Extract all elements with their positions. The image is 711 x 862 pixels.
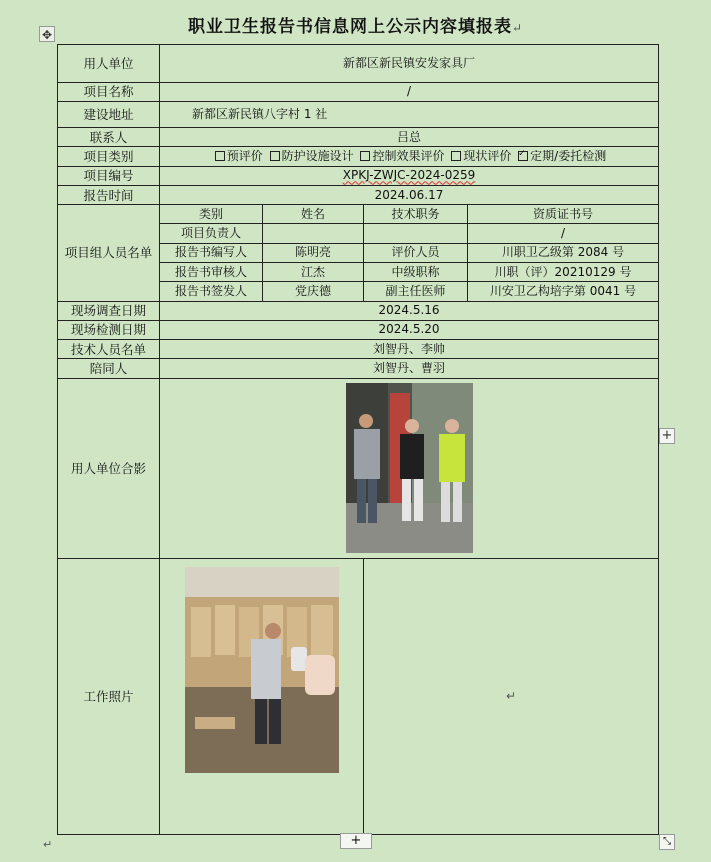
team-cell-role: 报告书签发人 <box>160 282 263 301</box>
row-survey-date <box>58 301 659 320</box>
value-escort[interactable]: 刘智丹、曹羽 <box>160 359 659 378</box>
label-technicians: 技术人员名单 <box>58 340 160 359</box>
page-title <box>0 12 711 37</box>
team-cell-name[interactable]: 江杰 <box>263 263 364 282</box>
value-address[interactable]: 新都区新民镇八字村 1 社 <box>160 101 659 127</box>
row-technicians <box>58 340 659 359</box>
table-resize-icon[interactable]: ⤡ <box>659 834 675 850</box>
team-cell-role: 项目负责人 <box>160 224 263 243</box>
value-project-name[interactable]: / <box>160 82 659 101</box>
label-address: 建设地址 <box>58 101 160 127</box>
team-cell-cert[interactable]: / <box>468 224 659 243</box>
label-test-date: 现场检测日期 <box>58 320 160 339</box>
row-escort <box>58 359 659 378</box>
group-photo[interactable] <box>346 383 473 553</box>
label-escort: 陪同人 <box>58 359 160 378</box>
option-protection-design: 防护设施设计 <box>281 149 354 164</box>
work-photo-image <box>185 567 339 773</box>
team-header-category: 类别 <box>160 205 263 224</box>
value-contact[interactable]: 吕总 <box>160 128 659 147</box>
row-project-no <box>58 166 659 185</box>
value-technicians[interactable]: 刘智丹、李帅 <box>160 340 659 359</box>
value-category <box>160 147 659 166</box>
disclosure-table <box>57 44 659 835</box>
work-photo-cell <box>160 559 364 835</box>
team-cell-title[interactable]: 中级职称 <box>364 263 468 282</box>
team-cell-title[interactable]: 副主任医师 <box>364 282 468 301</box>
group-photo-image <box>346 383 473 553</box>
add-column-button[interactable]: + <box>659 428 675 444</box>
add-row-button[interactable]: + <box>340 833 372 849</box>
paragraph-mark: ↵ <box>511 21 524 35</box>
table-move-icon[interactable]: ✥ <box>39 26 55 42</box>
team-cell-cert[interactable]: 川职（评）20210129 号 <box>468 263 659 282</box>
team-cell-cert[interactable]: 川安卫乙构培字第 0041 号 <box>468 282 659 301</box>
option-status-eval: 现状评价 <box>463 149 512 164</box>
label-group-photo: 用人单位合影 <box>58 378 160 559</box>
option-periodic-test: 定期/委托检测 <box>530 149 607 164</box>
header-remnant <box>0 0 711 6</box>
title-text: 职业卫生报告书信息网上公示内容填报表 <box>187 17 512 37</box>
row-group-photo <box>58 378 659 559</box>
team-cell-name[interactable] <box>263 224 364 243</box>
group-photo-cell <box>160 378 659 559</box>
row-work-photos <box>58 559 659 835</box>
value-survey-date[interactable]: 2024.5.16 <box>160 301 659 320</box>
label-category: 项目类别 <box>58 147 160 166</box>
row-employer <box>58 45 659 83</box>
value-project-no[interactable] <box>160 166 659 185</box>
label-work-photos: 工作照片 <box>58 559 160 835</box>
project-no-text: XPKJ-ZWJC-2024-0259 <box>342 168 476 183</box>
label-employer: 用人单位 <box>58 45 160 83</box>
row-test-date <box>58 320 659 339</box>
team-cell-title[interactable]: 评价人员 <box>364 243 468 262</box>
team-cell-name[interactable]: 陈明亮 <box>263 243 364 262</box>
row-report-date <box>58 185 659 204</box>
label-team: 项目组人员名单 <box>58 205 160 301</box>
row-project-name <box>58 82 659 101</box>
option-pre-eval: 预评价 <box>226 149 263 164</box>
team-cell-role: 报告书编写人 <box>160 243 263 262</box>
paragraph-mark: ↵ <box>43 838 53 851</box>
checkbox-periodic-test[interactable] <box>518 151 528 161</box>
row-contact <box>58 128 659 147</box>
team-cell-name[interactable]: 党庆德 <box>263 282 364 301</box>
paragraph-mark: ↵ <box>505 689 517 704</box>
value-report-date[interactable]: 2024.06.17 <box>160 185 659 204</box>
checkbox-status-eval[interactable] <box>451 151 461 161</box>
label-survey-date: 现场调查日期 <box>58 301 160 320</box>
team-header-row <box>58 205 659 224</box>
work-photo[interactable] <box>185 567 339 773</box>
team-header-cert: 资质证书号 <box>468 205 659 224</box>
row-address <box>58 101 659 127</box>
label-contact: 联系人 <box>58 128 160 147</box>
team-cell-cert[interactable]: 川职卫乙级第 2084 号 <box>468 243 659 262</box>
checkbox-protection-design[interactable] <box>270 151 280 161</box>
checkbox-control-eval[interactable] <box>360 151 370 161</box>
checkbox-pre-eval[interactable] <box>215 151 225 161</box>
team-header-name: 姓名 <box>263 205 364 224</box>
option-control-eval: 控制效果评价 <box>372 149 445 164</box>
label-project-name: 项目名称 <box>58 82 160 101</box>
empty-photo-cell[interactable] <box>364 559 659 835</box>
row-category <box>58 147 659 166</box>
value-employer[interactable]: 新都区新民镇安发家具厂 <box>160 45 659 83</box>
label-report-date: 报告时间 <box>58 185 160 204</box>
team-header-title: 技术职务 <box>364 205 468 224</box>
team-cell-role: 报告书审核人 <box>160 263 263 282</box>
value-test-date[interactable]: 2024.5.20 <box>160 320 659 339</box>
team-cell-title[interactable] <box>364 224 468 243</box>
label-project-no: 项目编号 <box>58 166 160 185</box>
